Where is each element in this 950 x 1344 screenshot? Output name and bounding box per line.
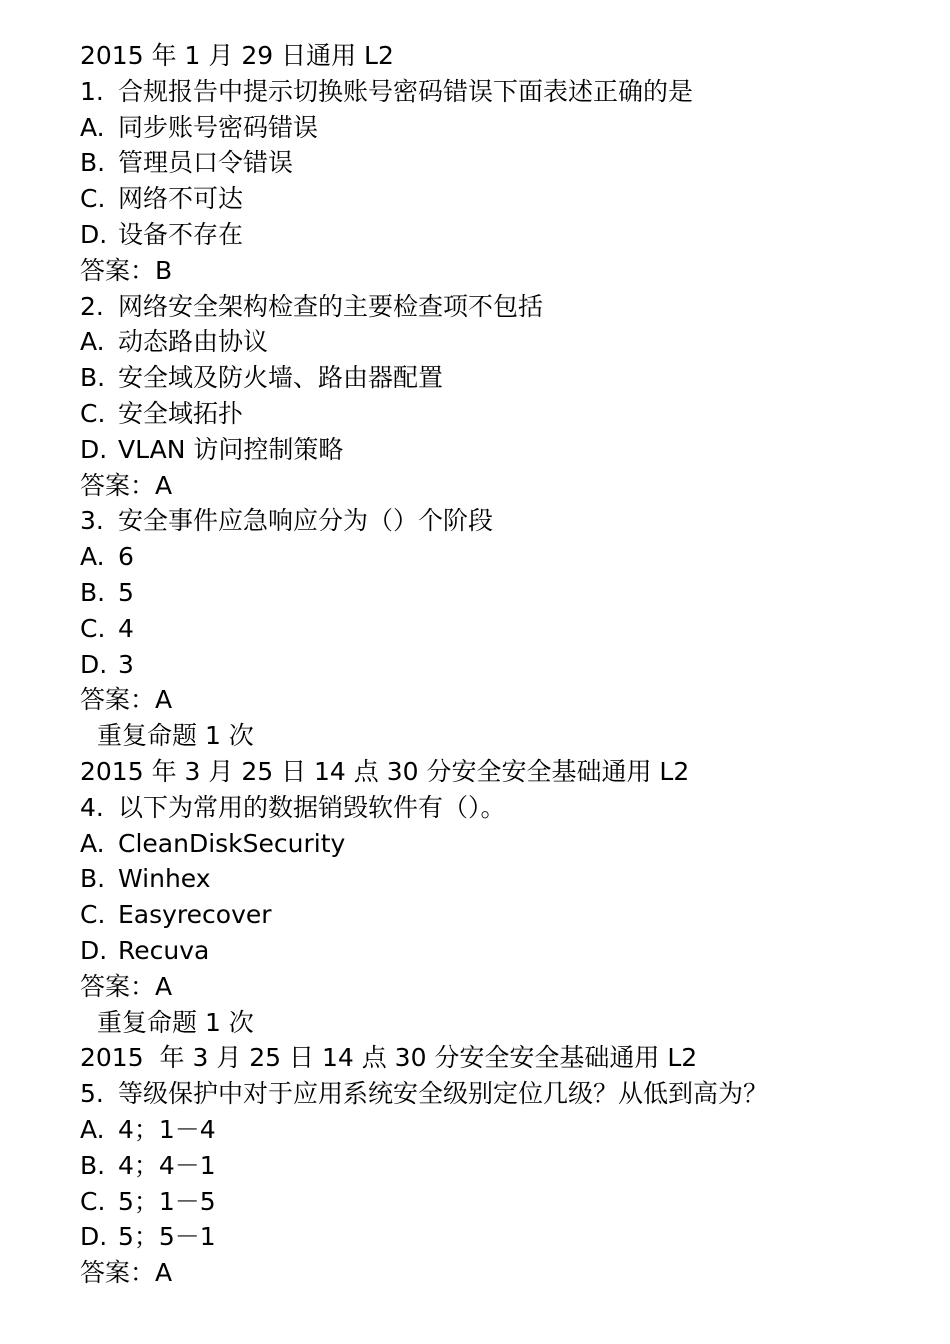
question-number: 5. — [80, 1079, 104, 1109]
option-a — [80, 539, 920, 575]
answer-line: 答案：B — [80, 255, 173, 285]
option-letter: D. — [80, 935, 108, 965]
option-text: Recuva — [118, 935, 210, 965]
option-letter: B. — [80, 1150, 106, 1180]
option-b — [80, 861, 920, 897]
question-number: 1. — [80, 76, 104, 106]
answer-line: 答案：A — [80, 685, 173, 715]
option-letter: A. — [80, 542, 105, 572]
option-letter: C. — [80, 613, 106, 643]
option-c — [80, 611, 920, 647]
option-text: 4；4－1 — [118, 1150, 216, 1180]
section-header: 2015 年 3 月 25 日 14 点 30 分安全安全基础通用 L2 — [80, 1043, 698, 1073]
option-c — [80, 1184, 920, 1220]
option-text: 5 — [118, 577, 134, 607]
option-text: 设备不存在 — [118, 219, 244, 249]
question-stem — [80, 289, 920, 325]
option-letter: A. — [80, 828, 105, 858]
option-d — [80, 1219, 920, 1255]
question-number: 3. — [80, 506, 104, 536]
option-letter: C. — [80, 900, 106, 930]
answer-line: 答案：A — [80, 470, 173, 500]
question-text: 合规报告中提示切换账号密码错误下面表述正确的是 — [118, 76, 694, 106]
option-text: 5；1－5 — [118, 1186, 216, 1216]
option-b — [80, 145, 920, 181]
option-letter: D. — [80, 1222, 108, 1252]
option-text: CleanDiskSecurity — [118, 828, 346, 858]
option-text: 动态路由协议 — [118, 327, 269, 357]
option-a — [80, 110, 920, 146]
question-stem — [80, 74, 920, 110]
section-header: 2015 年 1 月 29 日通用 L2 — [80, 41, 394, 70]
option-text: Winhex — [118, 864, 211, 894]
option-letter: B. — [80, 577, 106, 607]
option-text: 6 — [118, 542, 134, 572]
question-stem — [80, 790, 920, 826]
option-text: 安全域拓扑 — [118, 398, 244, 428]
option-letter: C. — [80, 398, 106, 428]
option-letter: A. — [80, 1114, 105, 1144]
option-text: 网络不可达 — [118, 184, 244, 214]
option-a — [80, 1112, 920, 1148]
repeat-note: 重复命题 1 次 — [97, 721, 254, 751]
option-letter: C. — [80, 184, 106, 214]
option-c — [80, 396, 920, 432]
question-stem — [80, 503, 920, 539]
option-letter: D. — [80, 649, 108, 679]
option-a — [80, 324, 920, 360]
option-letter: D. — [80, 434, 108, 464]
option-letter: C. — [80, 1186, 106, 1216]
option-b — [80, 575, 920, 611]
option-text: 安全域及防火墙、路由器配置 — [118, 363, 444, 393]
option-text: 同步账号密码错误 — [118, 112, 319, 142]
option-letter: D. — [80, 219, 108, 249]
option-text: 4 — [118, 613, 134, 643]
repeat-note: 重复命题 1 次 — [97, 1007, 254, 1037]
question-text: 安全事件应急响应分为（）个阶段 — [118, 506, 494, 536]
option-d — [80, 647, 920, 683]
option-text: 管理员口令错误 — [118, 148, 294, 178]
option-b — [80, 1148, 920, 1184]
option-letter: A. — [80, 112, 105, 142]
option-d — [80, 933, 920, 969]
option-text: 5；5－1 — [118, 1222, 216, 1252]
answer-line: 答案：A — [80, 971, 173, 1001]
option-letter: B. — [80, 864, 106, 894]
question-stem — [80, 1076, 920, 1112]
option-text: Easyrecover — [118, 900, 272, 930]
question-text: 以下为常用的数据销毁软件有（）。 — [118, 792, 506, 822]
option-letter: B. — [80, 148, 106, 178]
option-a — [80, 826, 920, 862]
option-letter: A. — [80, 327, 105, 357]
option-b — [80, 360, 920, 396]
option-d — [80, 217, 920, 253]
question-text: 等级保护中对于应用系统安全级别定位几级？从低到高为？ — [118, 1079, 769, 1109]
option-text: VLAN 访问控制策略 — [118, 434, 344, 464]
question-text: 网络安全架构检查的主要检查项不包括 — [118, 291, 544, 321]
section-header: 2015 年 3 月 25 日 14 点 30 分安全安全基础通用 L2 — [80, 756, 690, 786]
option-c — [80, 897, 920, 933]
option-d — [80, 432, 920, 468]
question-number: 2. — [80, 291, 104, 321]
question-number: 4. — [80, 792, 104, 822]
answer-line: 答案：A — [80, 1258, 173, 1288]
option-c — [80, 181, 920, 217]
document-page — [80, 38, 920, 1291]
option-letter: B. — [80, 363, 106, 393]
option-text: 3 — [118, 649, 134, 679]
option-text: 4；1－4 — [118, 1114, 216, 1144]
